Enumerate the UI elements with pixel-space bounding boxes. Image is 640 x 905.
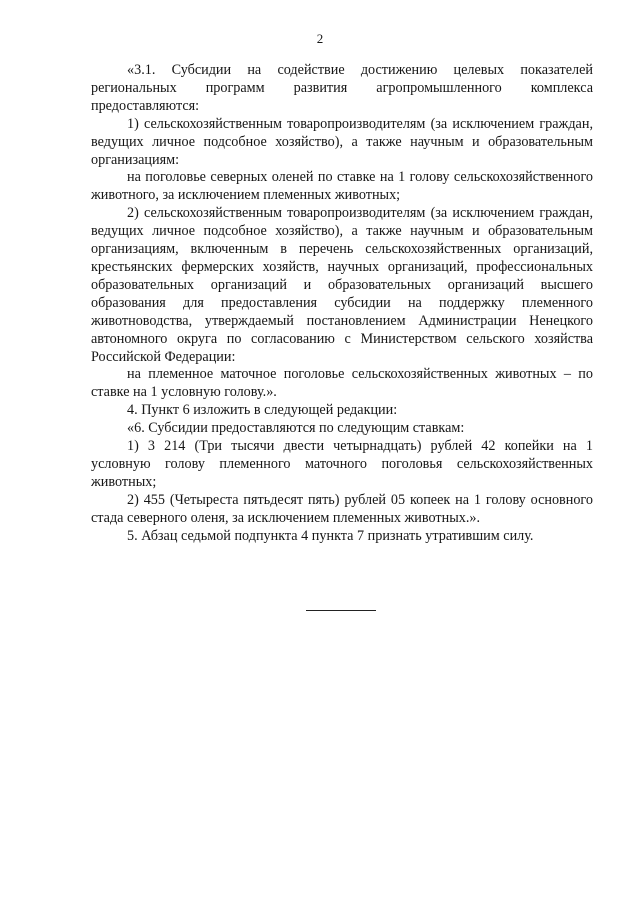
- paragraph-point-5: 5. Абзац седьмой подпункта 4 пункта 7 признать утратившим силу.: [127, 527, 534, 544]
- paragraph-point-6-intro: «6. Субсидии предоставляются по следующим ставкам:: [127, 420, 465, 437]
- page-number: 2: [316, 31, 324, 46]
- paragraph-item-2-recipients: 2) сельскохозяйственным товаропроизводителям (за исключением граждан, ведущих личное подсобное хозяйство), а также научным и образовательным организациям, включенным в перечень сельскохозяйственных организаций, крестьянских фермерских хозяйств, научных организаций, профессиональных образовательных организаций и образовательных организаций высшего образования для предоставления субсидии на поддержку племенного животноводства, утверждаемый постановлением Администрации Ненецкого автономного округа по согласованию с Министерством сельского хозяйства Российской Федерации:: [91, 205, 593, 365]
- document-body: [91, 62, 593, 545]
- paragraph-item-2-rate: на племенное маточное поголовье сельскохозяйственных животных – по ставке на 1 условную голову.».: [91, 366, 593, 401]
- paragraph-3-1-intro: «3.1. Субсидии на содействие достижению целевых показателей региональных программ развития агропромышленного комплекса предоставляются:: [91, 62, 593, 114]
- closing-divider: [306, 610, 376, 611]
- paragraph-point-4: 4. Пункт 6 изложить в следующей редакции:: [127, 402, 398, 419]
- paragraph-item-1-rate: на поголовье северных оленей по ставке на 1 голову сельскохозяйственного животного, за исключением племенных животных;: [91, 169, 593, 204]
- paragraph-item-1-recipients: 1) сельскохозяйственным товаропроизводителям (за исключением граждан, ведущих личное подсобное хозяйство), а также научным и образовательным организациям:: [91, 115, 593, 168]
- paragraph-rate-1: 1) 3 214 (Три тысячи двести четырнадцать) рублей 42 копейки на 1 условную голову племенного маточного поголовья сельскохозяйственных животных;: [91, 438, 593, 490]
- paragraph-rate-2: 2) 455 (Четыреста пятьдесят пять) рублей 05 копеек на 1 голову основного стада северного оленя, за исключением племенных животных.».: [91, 491, 593, 526]
